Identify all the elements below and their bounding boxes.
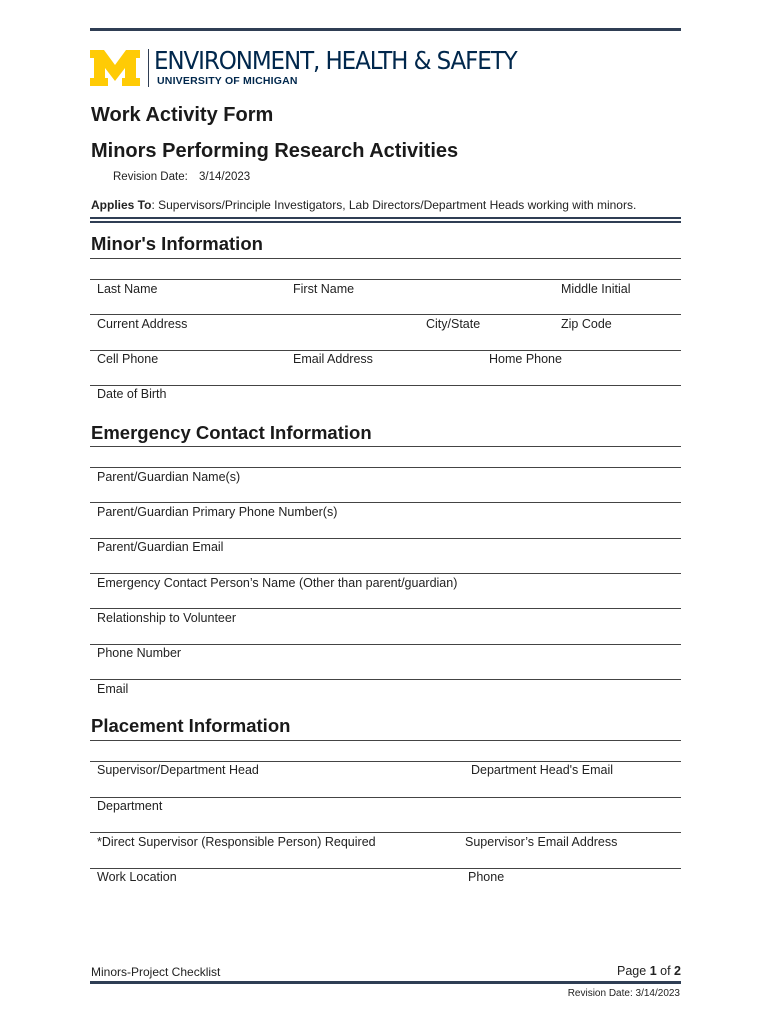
head-email-field[interactable]: Department Head's Email (471, 763, 614, 777)
last-name-field[interactable]: Last Name (97, 282, 158, 296)
applies-to-text: : Supervisors/Principle Investigators, Lab Directors/Department Heads working with minors. (151, 198, 637, 212)
supervisor-email-field[interactable]: Supervisor’s Email Address (465, 835, 618, 849)
page-word: Page (617, 964, 647, 978)
field-rule (90, 761, 681, 762)
section-heading-minor: Minor's Information (91, 233, 263, 254)
first-name-field[interactable]: First Name (293, 282, 355, 296)
field-rule (90, 385, 681, 386)
cell-phone-field[interactable]: Cell Phone (97, 352, 159, 366)
of-word: of (660, 964, 671, 978)
direct-supervisor-field[interactable]: *Direct Supervisor (Responsible Person) Required (97, 835, 376, 849)
heading-rule (90, 258, 681, 259)
field-rule (90, 644, 681, 645)
emergency-contact-name-field[interactable]: Emergency Contact Person’s Name (Other than parent/guardian) (97, 576, 458, 590)
page-total: 2 (674, 964, 681, 978)
heading-rule (90, 446, 681, 447)
page-current: 1 (649, 964, 657, 978)
department-field[interactable]: Department (97, 799, 163, 813)
field-rule (90, 350, 681, 351)
field-rule (90, 868, 681, 869)
applies-to-label: Applies To (91, 198, 152, 212)
org-title: ENVIRONMENT, HEALTH & SAFETY (154, 46, 517, 75)
applies-to (91, 198, 636, 212)
heading-rule (90, 740, 681, 741)
field-rule (90, 797, 681, 798)
work-location-field[interactable]: Work Location (97, 870, 177, 884)
field-rule (90, 832, 681, 833)
footer-rule (90, 981, 681, 984)
revision-label: Revision Date: (113, 171, 188, 183)
emergency-phone-field[interactable]: Phone Number (97, 646, 182, 660)
logo-divider (148, 49, 149, 87)
email-address-field[interactable]: Email Address (293, 352, 373, 366)
section-heading-emergency: Emergency Contact Information (91, 422, 372, 443)
supervisor-head-field[interactable]: Supervisor/Department Head (97, 763, 259, 777)
field-rule (90, 279, 681, 280)
middle-initial-field[interactable]: Middle Initial (561, 282, 631, 296)
field-rule (90, 573, 681, 574)
zip-code-field[interactable]: Zip Code (561, 317, 612, 331)
field-rule (90, 467, 681, 468)
current-address-field[interactable]: Current Address (97, 317, 188, 331)
field-rule (90, 502, 681, 503)
relationship-field[interactable]: Relationship to Volunteer (97, 611, 236, 625)
placement-phone-field[interactable]: Phone (468, 870, 505, 884)
header-top-rule (90, 28, 681, 31)
emergency-email-field[interactable]: Email (97, 682, 129, 696)
section-rule-bottom (90, 221, 681, 223)
city-state-field[interactable]: City/State (426, 317, 481, 331)
section-heading-placement: Placement Information (91, 715, 291, 736)
date-of-birth-field[interactable]: Date of Birth (97, 387, 167, 401)
form-title: Work Activity Form (91, 104, 274, 126)
section-rule-top (90, 217, 681, 219)
footer-doc-name: Minors-Project Checklist (91, 965, 221, 979)
field-rule (90, 538, 681, 539)
guardian-phone-field[interactable]: Parent/Guardian Primary Phone Number(s) (97, 505, 338, 519)
field-rule (90, 679, 681, 680)
org-subtitle: UNIVERSITY OF MICHIGAN (157, 75, 298, 87)
revision-date: 3/14/2023 (199, 171, 251, 183)
page-indicator (617, 964, 681, 978)
footer-revision-date: Revision Date: 3/14/2023 (567, 988, 680, 999)
field-rule (90, 314, 681, 315)
form-subtitle: Minors Performing Research Activities (91, 140, 459, 162)
university-m-logo (90, 50, 140, 86)
guardian-email-field[interactable]: Parent/Guardian Email (97, 540, 224, 554)
guardian-names-field[interactable]: Parent/Guardian Name(s) (97, 470, 241, 484)
home-phone-field[interactable]: Home Phone (489, 352, 562, 366)
field-rule (90, 608, 681, 609)
